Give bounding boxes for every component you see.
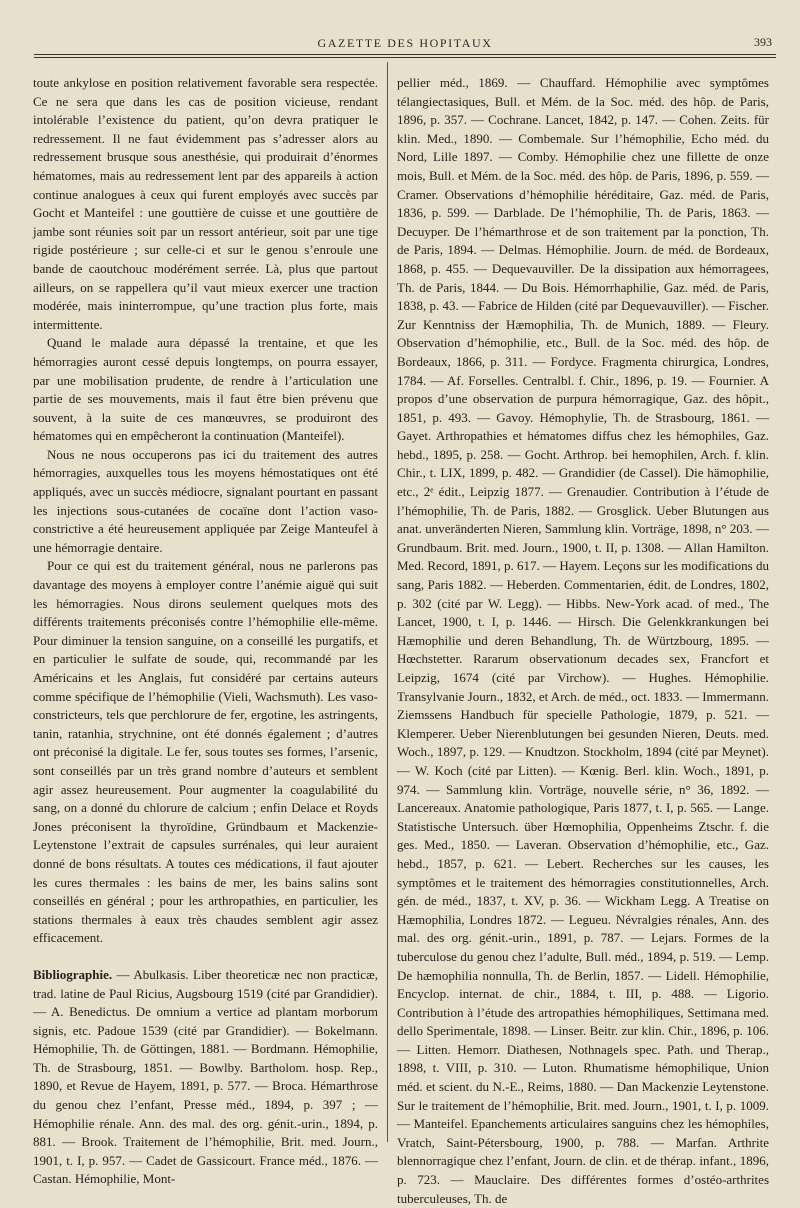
left-column [33, 74, 378, 1189]
page-header [34, 28, 776, 58]
right-column [397, 74, 769, 1208]
column-divider [387, 62, 388, 1142]
bibliography [33, 966, 378, 1189]
bibliography-text: — Abulkasis. Liber theoreticæ nec non practicæ, trad. latine de Paul Ricius, Augsbourg 1519 (cité par Grandidier). — A. Benedictus. De omnium a vertice ad plantam morborum signis, etc. Padoue 1539 (cité par Grandidier). — Bokelmann. Hémophilie, Th. de Göttingen, 1881. — Bordmann. Hémophilie, Th. de Strasbourg, 1851. — Bowlby. Bartholom. hosp. Rep., 1890, et Revue de Hayem, 1891, p. 577. — Broca. Hémarthrose du genou chez l’enfant, Presse méd., 1894, p. 397 ; — Hémophilie rénale. Ann. des mal. des org. génit.-urin., 1894, p. 881. — Brook. Traitement de l’hémophilie, Brit. med. Journ., 1901, t. I, p. 957. — Cadet de Gassicourt. France méd., 1876. — Castan. Hémophilie, Mont- [33, 966, 378, 1187]
running-title: GAZETTE DES HOPITAUX [317, 36, 493, 50]
page-number: 393 [754, 35, 772, 49]
paragraph: Quand le malade aura dépassé la trentaine, et que les hémorragies auront cessé depuis longtemps, on pourra essayer, par une mobilisation prudente, de rendre à l’articulation une partie de ses mouvements, mais il faut être bien prévenu que souvent, à la suite de ces manœuvres, se produiront des hématomes qui en empêcheront la continuation (Manteifel). [33, 335, 378, 444]
header-rule-bottom [34, 57, 776, 58]
bibliography-continued: pellier méd., 1869. — Chauffard. Hémophilie avec symptômes télangiectasiques, Bull. et Mém. de la Soc. méd. des hôp. de Paris, 1896, p. 357. — Cochrane. Lancet, 1842, p. 147. — Cohen. Zeits. für klin. Med., 1890. — Combemale. Sur l’hémophilie, Echo méd. du Nord, Lille 1897. — Comby. Hémophilie chez une fillette de onze mois, Bull. et Mém. de la Soc. méd. des hôp. de Paris, 1896, p. 559. — Cramer. Observations d’hémophilie héréditaire, Gaz. méd. de Paris, 1836, p. 599. — Darblade. De l’hémophilie, Th. de Paris, 1863. — Decuyper. De l’hémarthrose et de son traitement par la ponction, Th. de Paris, 1894. — Delmas. Hémophilie. Journ. de méd. de Bordeaux, 1868, p. 455. — Dequevauviller. De la dissipation aux hémorragees, Th. de Paris, 1844. — Du Bois. Hémorrhaphilie, Gaz. méd. de Paris, 1838, p. 43. — Fabrice de Hilden (cité par Dequevauviller). — Fischer. Zur Kenntniss der Hæmophilia, Th. de Munich, 1889. — Fleury. Observation d’hémophilie, etc., Bull. de la Soc. méd. des hôp. de Bordeaux, 1866, p. 311. — Fordyce. Fragmenta chirurgica, Londres, 1784. — Af. Forselles. Centralbl. f. Chir., 1896, p. 19. — Fournier. A propos d’une observation de purpura hémorragique, Gaz. des hôpit., 1851, p. 493. — Gavoy. Hémophylie, Th. de Strasbourg, 1861. — Gayet. Arthropathies et hématomes diffus chez les hémophiles, Gaz. hebd., 1895, p. 258. — Gocht. Arthrop. bei hemophilen, Arch. f. klin. Chir., t. LIX, 1899, p. 482. — Grandidier (de Cassel). Die hämophilie, etc., 2ᵉ édit., Leipzig 1877. — Grenaudier. Contribution à l’étude de l’hémophilie, Th. de Paris, 1882. — Grosglick. Ueber Blutungen aus anat. unveränderten Nieren, Sammlung klin. Vorträge, 1898, n° 203. — Grundbaum. Brit. med. Journ., 1900, t. II, p. 1308. — Allan Hamilton. Med. Record, 1891, p. 617. — Hayem. Leçons sur les modifications du sang, Paris 1882. — Heberden. Commentarien, édit. de Londres, 1802, p. 302 (cité par W. Legg). — Hibbs. New-York acad. of med., The Lancet, 1900, t. I, p. 1446. — Hirsch. Die Gelenkkrankungen bei Hæmophilie und deren Behandlung, Th. de Würtzbourg, 1895. — Hœchstetter. Rararum observationum decades sex, Francfort et Leipzig, 1674 (cité par Virchow). — Hughes. Hémophilie. Transylvanie Journ., 1832, et Arch. de méd., oct. 1833. — Immermann. Ziemssens Handbuch für specielle Pathologie, 1879, p. 521. — Klemperer. Ueber Nierenblutungen bei gesunden Nieren, Deuts. med. Woch., 1897, p. 129. — Knudtzon. Stockholm, 1894 (cité par Meynet). — W. Koch (cité par Litten). — Kœnig. Berl. klin. Woch., 1891, p. 974. — Sammlung klin. Vorträge, nouvelle série, n° 36, 1892. — Lancereaux. Anatomie pathologique, Paris 1877, t. I, p. 565. — Lange. Statistische Untersuch. über Hœmophilia, Oppenheims Ztschr. f. die ges. Med., 1850. — Laveran. Observation d’hémophilie, etc., Gaz. hebd., 1857, p. 621. — Lebert. Recherches sur les causes, les symptômes et le traitement des hémorragies constitutionnelles, Arch. gén. de méd., 1837, t. XV, p. 36. — Wickham Legg. A Treatise on Hæmophilia, Londres 1872. — Legueu. Névralgies rénales, Ann. des mal. des org. génit.-urin., 1891, p. 787. — Lejars. Formes de la tuberculose du genou chez l’adulte, Bull. méd., 1894, p. 519. — Lemp. De hæmophilia nonnulla, Th. de Berlin, 1857. — Lidell. Hémophilie, Encyclop. internat. de chir., 1884, t. III, p. 488. — Ligorio. Contribution à l’étude des artropathies hémophiliques, Settimana med. dello Sperimentale, 1898. — Linser. Beitr. zur klin. Chir., 1896, p. 106. — Litten. Hemorr. Diathesen, Nothnagels spec. Path. und Therap., 1898, t. VIII, p. 310. — Luton. Rhumatisme hémophilique, Union méd. et scient. du N.-E., Reims, 1880. — Dan Mackenzie Leytenstone. Sur le traitement de l’hémophilie, Brit. med. Journ., 1901, t. I, p. 1009. — Manteifel. Epanchements articulaires sanguins chez les hémophiles, Vratch, Saint-Pétersbourg, 1900, p. 788. — Marfan. Arthrite blennorragique chez l’enfant, Journ. de clin. et de thérap. infant., 1896, p. 723. — Mauclaire. Des différentes formes d’ostéo-arthrites tuberculeuses, Th. de [397, 75, 769, 1206]
bibliography-heading: Bibliographie. [33, 966, 113, 982]
paragraph: Pour ce qui est du traitement général, nous ne parlerons pas davantage des moyens à employer contre l’anémie aiguë qui suit les hémorragies. Nous dirons seulement quelques mots des différents traitements préconisés contre l’hémophilie elle-même. Pour diminuer la tension sanguine, on a conseillé les purgatifs, et en particulier le sulfate de soude, qui, recommandé par les Américains et les Anglais, fut considéré par certains auteurs comme spécifique de l’hémophilie (Vieli, Wachsmuth). Les vaso-constricteurs, tels que perchlorure de fer, ergotine, les astringents, tanin, ratanhia, strychnine, ont été donnés également ; d’autres ont préconisé la digitale. Le fer, sous toutes ses formes, l’arsenic, sont conseillés par un très grand nombre d’auteurs et semblent agir assez heureusement. Pour augmenter la coagulabilité du sang, on a donné du chlorure de calcium ; enfin Delace et Royds Jones préconisent la thyroïdine, Gründbaum et Mackenzie-Leytenstone l’extrait de capsules surrénales, qui leur auraient donné de bons résultats. A toutes ces médications, il faut ajouter les cures thermales : les bains de mer, les bains salins sont conseillés en général ; pour les arthropathies, en particulier, les stations thermales à eaux très chaudes semblent agir assez efficacement. [33, 558, 378, 946]
paragraph: toute ankylose en position relativement favorable sera respectée. Ce ne sera que dans les cas de position vicieuse, rendant intolérable l’existence du patient, qu’on devra pratiquer le redressement. Il ne faut évidemment pas s’adresser alors au redressement brusque sous anesthésie, qui produirait d’énormes hématomes, mais au redressement lent par des appareils à action continue analogues à ceux qui furent employés avec succès par Gocht et Manteifel : une gouttière de cuisse et une gouttière de jambe sont réunies soit par un ressort antérieur, soit par une tige rigide postérieure ; sur celle-ci et sur le genou s’enroule une bande de caoutchouc modérément serrée. Là, plus que partout ailleurs, on se rappellera qu’il vaut mieux exercer une traction modérée, mais ininterrompue, qu’une traction plus forte, mais intermittente. [33, 75, 378, 332]
header-rule-top [34, 54, 776, 55]
paragraph: Nous ne nous occuperons pas ici du traitement des autres hémorragies, auxquelles tous les moyens hémostatiques ont été appliqués, avec un succès médiocre, signalant pourtant en passant les injections sous-cutanées de cocaïne dont l’action vaso-constrictive a été heureusement appliquée par Zeige Manteufel à une hémorragie dentaire. [33, 446, 378, 555]
